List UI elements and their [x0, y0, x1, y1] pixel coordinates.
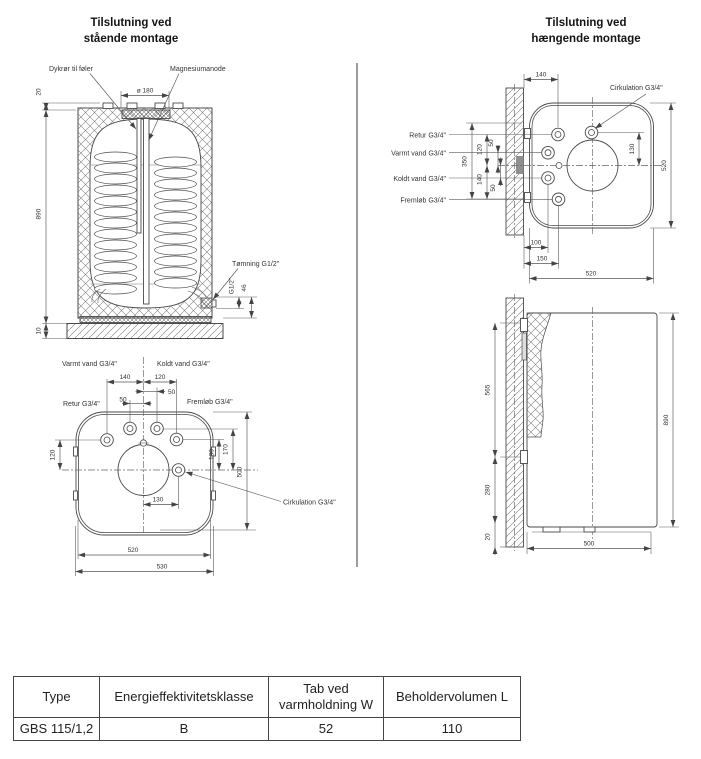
- dim-150: 150: [536, 255, 548, 263]
- center-mark-hanging: [556, 163, 562, 169]
- label-varmt-hanging: Varmt vand G3/4": [391, 150, 446, 158]
- label-cirkulation-hanging: Cirkulation G3/4": [610, 85, 663, 92]
- base-plate: [80, 317, 211, 323]
- standing-mount-title-line2: stående montage: [83, 33, 179, 45]
- sensor-pocket-tube: [137, 118, 141, 233]
- dim-500: 500: [236, 466, 244, 478]
- spec-table-header-row: [14, 677, 521, 718]
- dim-130-right: 130: [208, 449, 216, 460]
- spec-value-energy-class: B: [100, 718, 269, 741]
- dim-565: 565: [484, 384, 492, 396]
- tank-side-profile: [527, 313, 657, 527]
- spec-header-volume: Beholdervolumen L: [384, 677, 521, 718]
- spec-header-energy-class: Energieffektivitetsklasse: [100, 677, 269, 718]
- dim-50-left: 50: [119, 396, 127, 404]
- floor-slab: [67, 324, 223, 339]
- dim-530: 530: [156, 563, 168, 571]
- standing-top-view: [50, 357, 337, 576]
- drain-valve: [201, 298, 212, 308]
- dim-top-20: 20: [35, 88, 43, 96]
- label-dykror: Dykrør til føler: [49, 66, 93, 73]
- dim-520: 520: [127, 547, 139, 554]
- label-fremlob-hanging: Fremløb G3/4": [400, 197, 446, 205]
- standing-mount-title-line1: Tilslutning ved: [90, 17, 172, 29]
- dim-20-side: 20: [484, 533, 492, 541]
- dim-height-890: 890: [35, 208, 43, 220]
- dim-520-right: 520: [661, 160, 668, 171]
- dim-140-top: 140: [535, 71, 547, 79]
- label-drain: Tømning G1/2": [232, 261, 280, 268]
- dim-130-hanging: 130: [629, 143, 636, 155]
- label-koldt-vand: Koldt vand G3/4": [157, 361, 210, 368]
- anode-rod: [144, 118, 150, 304]
- dim-120-hanging: 120: [476, 144, 484, 155]
- tank-top-outline: [76, 412, 213, 535]
- label-retur-hanging: Retur G3/4": [409, 132, 446, 140]
- spec-value-volume: 110: [384, 718, 521, 741]
- dim-diameter-180: ø 180: [136, 87, 154, 95]
- dim-50-right: 50: [168, 389, 176, 396]
- dim-drain-46: 46: [241, 284, 248, 292]
- foot-left: [543, 527, 560, 532]
- dim-170: 170: [222, 444, 230, 455]
- hanging-top-view: [391, 72, 676, 284]
- dim-drain-size: G1/2": [228, 277, 236, 295]
- dim-350: 350: [461, 156, 469, 167]
- mounting-plate: [516, 156, 524, 174]
- spec-header-standby-loss: Tab ved varmholdning W: [269, 677, 384, 718]
- dim-50-lower: 50: [490, 184, 497, 192]
- lower-bracket: [521, 451, 528, 464]
- hanging-mount-title-line1: Tilslutning ved: [545, 17, 627, 29]
- label-varmt-vand: Varmt vand G3/4": [62, 361, 117, 368]
- dim-500-side: 500: [583, 540, 595, 548]
- dim-140: 140: [119, 374, 131, 381]
- label-fremlob: Fremløb G3/4": [187, 399, 233, 406]
- label-anode: Magnesiumanode: [170, 66, 226, 73]
- label-cirkulation: Cirkulation G3/4": [283, 499, 336, 507]
- standing-front-view: [36, 66, 280, 339]
- upper-bracket: [521, 319, 528, 332]
- spec-table: [13, 676, 521, 741]
- label-retur: Retur G3/4": [63, 401, 100, 408]
- dim-120-left: 120: [49, 449, 57, 461]
- dim-120: 120: [154, 374, 166, 381]
- spec-value-type: GBS 115/1,2: [14, 718, 100, 741]
- dim-890-side: 890: [663, 414, 670, 426]
- dim-50-upper: 50: [488, 139, 495, 147]
- spec-value-standby-loss: 52: [269, 718, 384, 741]
- dim-100: 100: [530, 239, 542, 247]
- dim-520-bottom: 520: [585, 270, 597, 278]
- foot-right: [584, 527, 595, 532]
- label-koldt-hanging: Koldt vand G3/4": [393, 176, 446, 183]
- dim-140-hanging: 140: [476, 174, 484, 185]
- hanging-side-view: [485, 294, 680, 555]
- spec-header-type: Type: [14, 677, 100, 718]
- hanging-mount-title-line2: hængende montage: [531, 33, 641, 45]
- top-flange: [122, 110, 170, 119]
- dim-130-bottom: 130: [152, 496, 164, 504]
- dim-280: 280: [484, 484, 492, 496]
- spec-table-data-row: [14, 718, 521, 741]
- dim-base-10: 10: [35, 327, 43, 335]
